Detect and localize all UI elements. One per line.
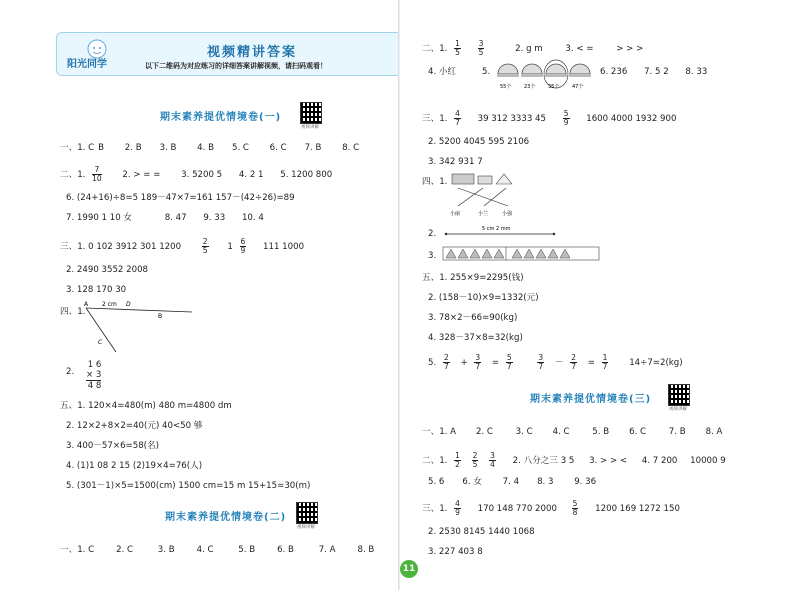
answer-line-r1: 二、1. $\frac{1}{5}$ $\frac{3}{5}$ 2. g m 3. < = > > >	[422, 39, 644, 57]
exam-title-3: 期末素养提优情境卷(三)	[530, 394, 652, 405]
answer-line-l13: 4. (1)1 08 2 15 (2)19×4=76(人)	[66, 461, 203, 471]
answer-line-r10: 2. (158－10)×9=1332(元)	[428, 293, 539, 303]
bowl-1	[497, 64, 519, 90]
answer-line-l15: 一、1. C 2. C 3. B 4. C 5. B 6. B 7. A 8. B	[60, 545, 375, 555]
qr-label-2: 视频讲解	[297, 525, 315, 530]
page-number-badge: 11	[400, 560, 418, 578]
triangle-pattern-figure	[442, 246, 602, 262]
qr-code-3[interactable]	[668, 384, 690, 406]
banner-subtitle: 以下二维码为对应练习的详细答案讲解视频，请扫码观看！	[145, 62, 327, 70]
answer-line-l11: 2. 12×2+8×2=40(元) 40<50 够	[66, 421, 203, 431]
answer-line-r15: 二、1. $\frac{1}{2}$ $\frac{2}{5}$ $\frac{3}{4}$ 2. 八分之三 3 5 3. > > < 4. 7 200 10000 9	[422, 451, 726, 469]
vertical-multiplication: 1 6 × 3 4 8	[86, 360, 102, 391]
name-3: 小强	[502, 211, 513, 217]
answer-line-l14: 5. (301－1)×5=1500(cm) 1500 cm=15 m 15+15=30(m)	[66, 481, 311, 491]
answer-line-r2-5: 5.	[482, 67, 491, 77]
answer-line-r11: 3. 78×2－66=90(kg)	[428, 313, 518, 323]
answer-line-l5: 三、1. 0 102 3912 301 1200 $\frac{2}{5}$ 1 $\frac{6}{9}$ 111 1000	[60, 237, 305, 255]
answer-line-r19: 3. 227 403 8	[428, 547, 483, 557]
qr-label-3: 视频讲解	[669, 407, 687, 412]
answer-line-l7: 3. 128 170 30	[66, 285, 127, 295]
answer-line-r18: 2. 2530 8145 1440 1068	[428, 527, 535, 537]
answer-line-r4: 2. 5200 4045 595 2106	[428, 137, 530, 147]
answer-line-r14: 一、1. A 2. C 3. C 4. C 5. B 6. C 7. B 8. A	[422, 427, 723, 437]
answer-line-l3: 6. (24+16)÷8=5 189－47×7=161 157－(42÷26)=89	[66, 193, 295, 203]
answer-line-l6: 2. 2490 3552 2008	[66, 265, 149, 275]
answer-line-r2-rest: 6. 236 7. 5 2 8. 33	[600, 67, 708, 77]
answer-line-r8: 3.	[428, 251, 437, 261]
segment-length: 5 cm 2 mm	[482, 226, 511, 232]
line-segment-figure	[442, 222, 562, 238]
bowl-3	[544, 60, 568, 90]
bowl-2	[521, 64, 543, 90]
exam-title-2: 期末素养提优情境卷(二)	[165, 512, 287, 523]
right-page	[400, 0, 800, 590]
answer-line-r5: 3. 342 931 7	[428, 157, 483, 167]
qr-code-2[interactable]	[296, 502, 318, 524]
logo-text: 阳光同学	[67, 59, 107, 70]
answer-line-l12: 3. 400－57×6=58(名)	[66, 441, 159, 451]
answer-line-l1: 一、1. C B 2. B 3. B 4. B 5. C 6. C 7. B 8. C	[60, 143, 360, 153]
answer-line-r13: 5. $\frac{2}{7}$ + $\frac{3}{7}$ = $\frac{5}{7}$ $\frac{3}{7}$ － $\frac{2}{7}$ = $\frac{1}{7}$ 14÷7=2(kg)	[428, 353, 683, 371]
answer-line-r7: 2.	[428, 229, 437, 239]
svg-text:47个: 47个	[572, 84, 584, 90]
sun-logo	[61, 37, 131, 71]
point-d: D	[126, 301, 131, 308]
answer-line-r17: 三、1. $\frac{4}{9}$ 170 148 770 2000 $\frac{5}{8}$ 1200 169 1272 150	[422, 499, 680, 517]
point-c: C	[98, 339, 103, 346]
answer-line-r3: 三、1. $\frac{4}{7}$ 39 312 3333 45 $\frac{5}{9}$ 1600 4000 1932 900	[422, 109, 677, 127]
answer-line-r12: 4. 328－37×8=32(kg)	[428, 333, 523, 343]
name-2: 小兰	[478, 211, 489, 217]
view-matching-figure	[438, 170, 548, 220]
answer-line-r2: 4. 小红	[428, 67, 457, 77]
answer-line-l8: 四、1.	[60, 307, 86, 317]
exam-title-1: 期末素养提优情境卷(一)	[160, 112, 282, 123]
video-answer-banner	[56, 32, 402, 76]
point-b: B	[158, 313, 163, 320]
svg-text:35个: 35个	[548, 84, 560, 90]
answer-line-l9: 2.	[66, 367, 75, 377]
bowls-figure	[494, 60, 594, 94]
bowl-4	[569, 64, 591, 90]
answer-line-r9: 五、1. 255×9=2295(钱)	[422, 273, 524, 283]
answer-line-l2: 二、1. $\frac{7}{10}$ 2. > = = 3. 5200 5 4. 2 1 5. 1200 800	[60, 165, 333, 183]
answer-line-l4: 7. 1990 1 10 女 8. 47 9. 33 10. 4	[66, 213, 264, 223]
point-a: A	[84, 301, 89, 308]
qr-label-1: 视频讲解	[301, 125, 319, 130]
name-1: 小丽	[450, 211, 461, 217]
svg-text:55个: 55个	[500, 84, 512, 90]
segment-label: 2 cm	[102, 301, 117, 308]
svg-text:23个: 23个	[524, 84, 536, 90]
qr-code-1[interactable]	[300, 102, 322, 124]
answer-line-r6: 四、1.	[422, 177, 448, 187]
answer-line-l10: 五、1. 120×4=480(m) 480 m=4800 dm	[60, 401, 232, 411]
geometry-figure-1	[86, 300, 196, 354]
banner-title: 视频精讲答案	[207, 45, 298, 60]
answer-line-r16: 5. 6 6. 女 7. 4 8. 3 9. 36	[428, 477, 597, 487]
